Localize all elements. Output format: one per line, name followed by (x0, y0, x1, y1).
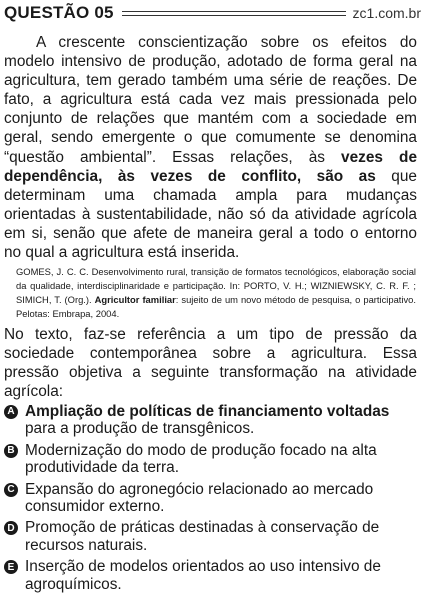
passage-text-bold: vezes de dependência, às vezes de conflito, são as (4, 148, 418, 185)
option-a-text-bold: Ampliação de políticas de financiamento voltadas (25, 403, 390, 420)
option-c-letter: C (4, 483, 18, 497)
citation-book-title: Agricultor familiar (94, 294, 176, 305)
passage-text-start: A crescente conscientização sobre os efeitos do modelo intensivo de produção, adotado de forma geral na agricultura, tem gerado também uma série de reações. De fato, a agricultura está cada vez mais pressionada pelo conjunto de relações que mantém com a sociedade em geral, sendo emergente o que comumente se denomina “questão ambiental”. Essas relações, às (4, 34, 417, 166)
answer-options (4, 403, 417, 597)
option-d[interactable] (4, 519, 417, 554)
option-c-text: Expansão do agronegócio relacionado ao mercado consumidor externo. (25, 480, 374, 516)
option-d-letter: D (4, 521, 18, 535)
option-e[interactable] (4, 558, 417, 593)
option-c[interactable] (4, 481, 417, 516)
passage-paragraph (4, 33, 417, 262)
passage-text-end: que determinam uma chamada ampla para mudanças orientadas à sustentabilidade, não só da atividade agrícola em si, senão que afete de maneira geral a todo o entorno no qual a agricultura está inserida. (4, 167, 417, 262)
option-b-letter: B (4, 444, 18, 458)
option-b[interactable] (4, 442, 417, 477)
citation-text-1: GOMES, J. C. C. Desenvolvimento rural, transição de formatos tecnológicos, elaboração social da qualidade, interdisciplinaridade e participação. In: PORTO, V. H.; WIZNIEWSKY, C. R. F. ; SIMICH, T. (Org.). (16, 266, 416, 305)
question-title: QUESTÃO 05 (4, 3, 114, 22)
option-a-letter: A (4, 405, 18, 419)
option-e-letter: E (4, 560, 18, 574)
option-a-text (25, 403, 417, 438)
option-d-text: Promoção de práticas destinadas à conservação de recursos naturais. (25, 519, 380, 554)
option-a-text-rest: para a produção de transgênicos. (25, 420, 255, 438)
question-prompt: No texto, faz-se referência a um tipo de pressão da sociedade contemporânea sobre a agricultura. Essa pressão objetiva a seguinte transformação na atividade agrícola: (4, 326, 417, 401)
citation (16, 265, 416, 321)
site-name: zc1.com.br (352, 5, 421, 21)
citation-text-2: : sujeito de um novo método de pesquisa, o participativo. Pelotas: Embrapa, 2004. (16, 294, 416, 319)
question-header (4, 3, 421, 23)
option-e-text: Inserção de modelos orientados ao uso intensivo de agroquímicos. (25, 558, 381, 593)
header-rule (122, 11, 346, 16)
option-a[interactable] (4, 403, 417, 438)
option-b-text: Modernização do modo de produção focado na alta produtividade da terra. (25, 441, 377, 477)
